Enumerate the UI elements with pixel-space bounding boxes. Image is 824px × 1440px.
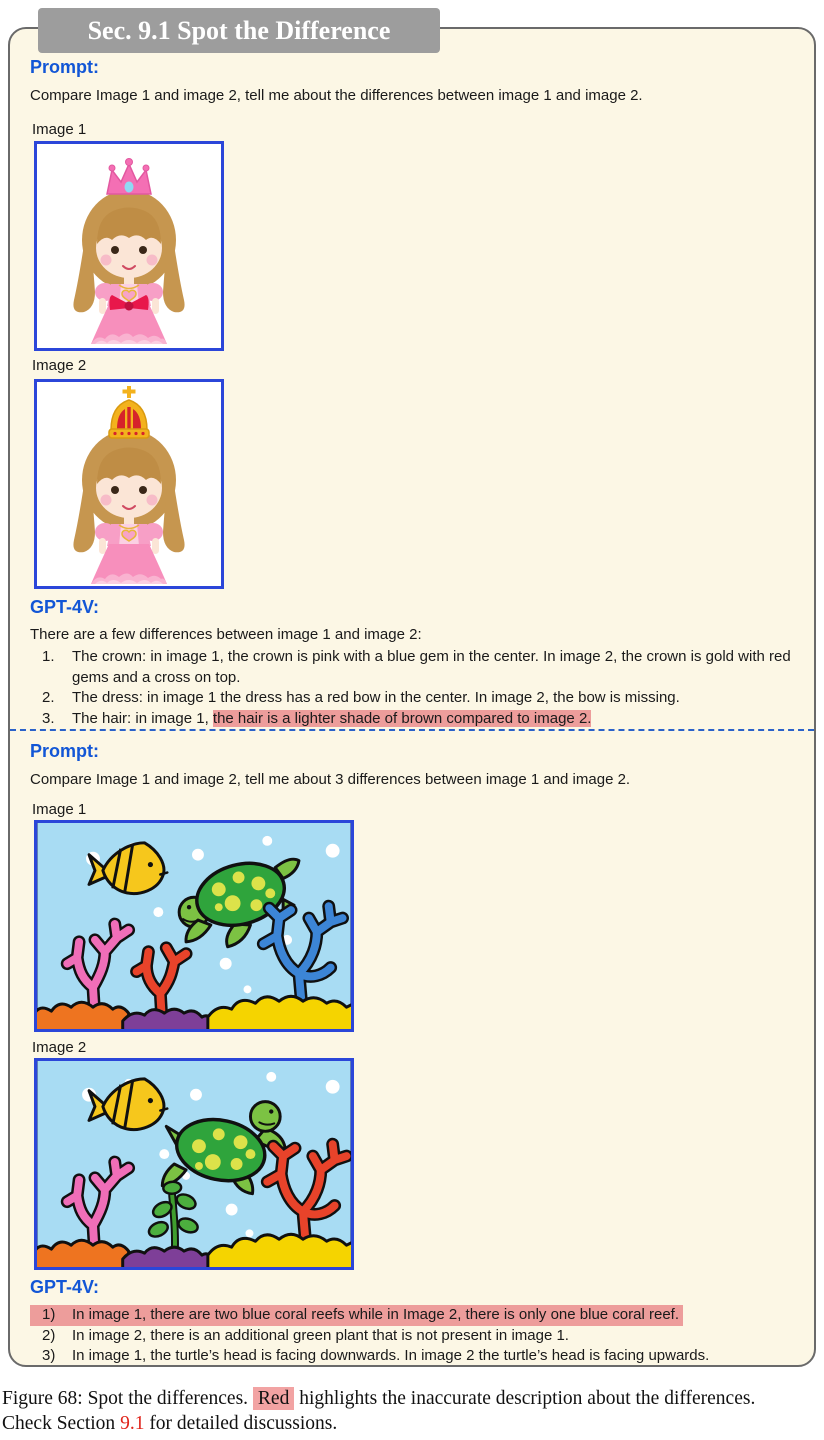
section-title-text: Sec. 9.1 Spot the Difference (87, 15, 391, 45)
princess-image-1 (34, 141, 224, 351)
prompt-label-2: Prompt: (30, 741, 99, 761)
princess-1-illustration (49, 146, 209, 346)
underwater-2-illustration (37, 1061, 351, 1267)
gpt-label-2: GPT-4V: (30, 1277, 100, 1297)
princess-image-2 (34, 379, 224, 589)
caption-text-2: highlights the inaccurate description about the differences. (294, 1388, 756, 1409)
figure-caption (2, 1386, 822, 1436)
prompt-text-2: Compare Image 1 and image 2, tell me about 3 differences between image 1 and image 2. (30, 771, 631, 788)
gpt-label-1: GPT-4V: (30, 597, 100, 617)
prompt-label-1: Prompt: (30, 57, 99, 77)
underwater-1-illustration (37, 823, 351, 1029)
response-item: 2. The dress: in image 1 the dress has a red bow in the center. In image 2, the bow is missing. (42, 689, 680, 706)
gpt-response-2 (30, 1305, 808, 1367)
caption-text-3: Check Section (2, 1413, 121, 1434)
image1-label-2: Image 1 (32, 801, 87, 818)
gold-crown (109, 386, 149, 438)
image1-label-1: Image 1 (32, 121, 87, 138)
image2-label-1: Image 2 (32, 357, 87, 374)
section-title (38, 8, 440, 53)
response-item: 1. The crown: in image 1, the crown is pink with a blue gem in the center. In image 2, the crown is gold with red gems and a cross on top. (42, 648, 791, 686)
figure-panel (8, 27, 816, 1367)
caption-red-chip: Red (253, 1387, 294, 1410)
princess-2-illustration (49, 384, 209, 584)
caption-text-4: for detailed discussions. (144, 1413, 338, 1434)
caption-text-1: Figure 68: Spot the differences. (2, 1388, 253, 1409)
section-divider (10, 729, 814, 731)
image2-label-2: Image 2 (32, 1039, 87, 1056)
response-intro: There are a few differences between image 1 and image 2: (30, 626, 422, 643)
underwater-image-2 (34, 1058, 354, 1270)
underwater-image-1 (34, 820, 354, 1032)
response-item: 3. The hair: in image 1, the hair is a lighter shade of brown compared to image 2. (42, 709, 592, 727)
pink-crown (107, 159, 151, 195)
response-item: 3) In image 1, the turtle’s head is facing downwards. In image 2 the turtle’s head is facing upwards. (42, 1347, 710, 1364)
response-item: 1) In image 1, there are two blue coral reefs while in Image 2, there is only one blue coral reef. (30, 1305, 683, 1326)
response-item: 2) In image 2, there is an additional green plant that is not present in image 1. (42, 1326, 569, 1344)
caption-section-ref: 9.1 (120, 1413, 145, 1434)
prompt-text-1: Compare Image 1 and image 2, tell me about the differences between image 1 and image 2. (30, 87, 643, 104)
gpt-response-1 (30, 625, 808, 729)
